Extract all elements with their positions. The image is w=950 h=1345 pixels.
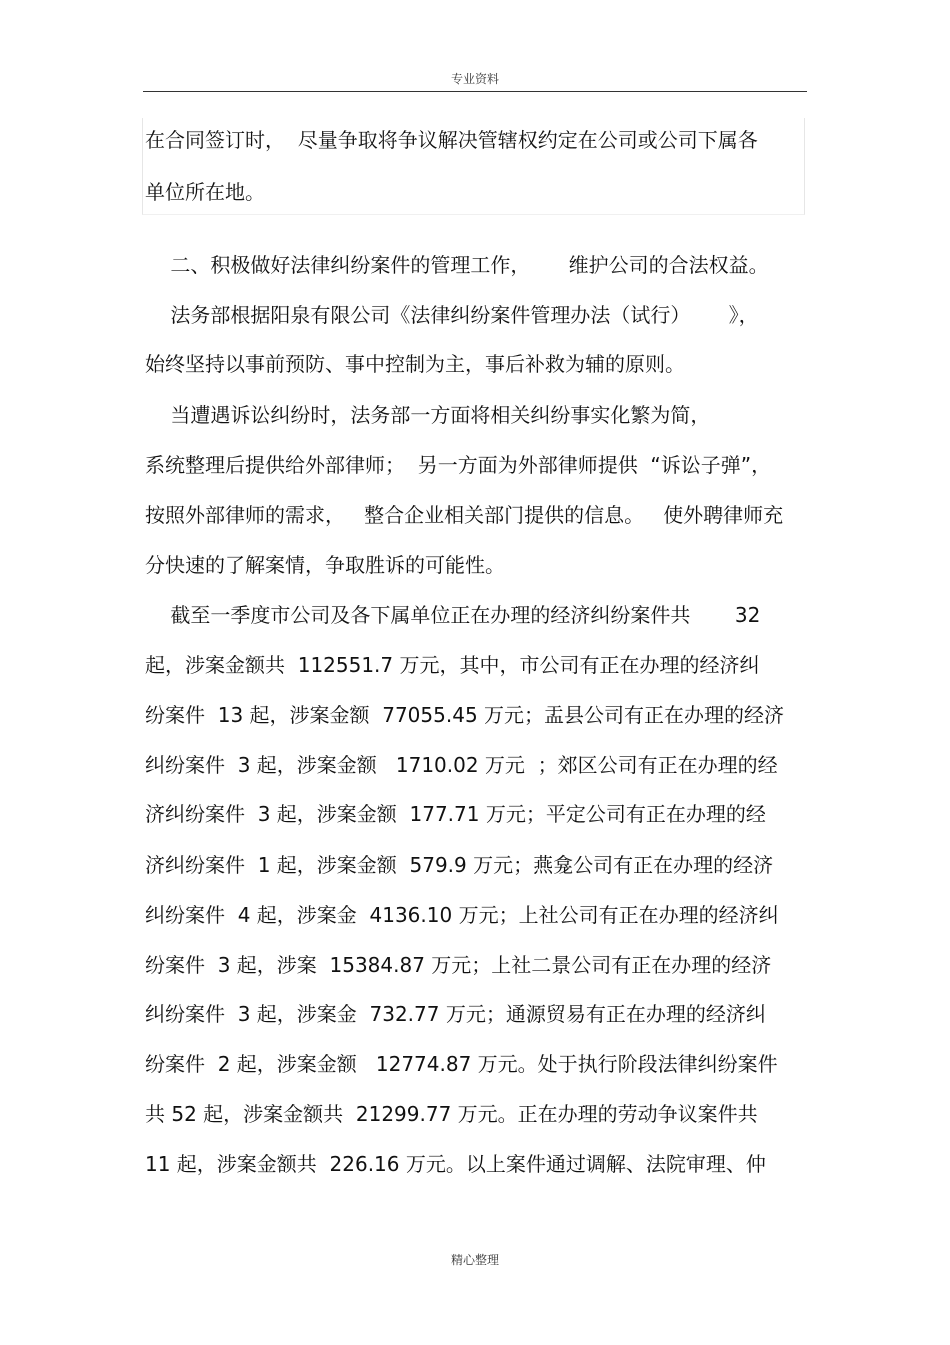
page-header: 专业资料 xyxy=(450,72,499,86)
text-line: 济纠纷案件 3 起，涉案金额 177.71 万元；平定公司有正在办理的经 xyxy=(145,802,766,826)
text-line: 始终坚持以事前预防、事中控制为主，事后补救为辅的原则。 xyxy=(145,352,685,376)
text-line: 共 52 起，涉案金额共 21299.77 万元。正在办理的劳动争议案件共 xyxy=(145,1102,758,1126)
text-line: 在合同签订时， 尽量争取将争议解决管辖权约定在公司或公司下属各 xyxy=(145,128,758,152)
section-heading: 二、积极做好法律纠纷案件的管理工作， 维护公司的合法权益。 xyxy=(145,253,769,277)
text-line: 当遭遇诉讼纠纷时，法务部一方面将相关纠纷事实化繁为简， xyxy=(145,403,711,427)
header-divider xyxy=(143,91,807,92)
text-line: 11 起，涉案金额共 226.16 万元。以上案件通过调解、法院审理、仲 xyxy=(145,1152,766,1176)
text-line: 法务部根据阳泉有限公司《法律纠纷案件管理办法（试行） 》， xyxy=(145,303,759,327)
text-line: 纷案件 3 起，涉案 15384.87 万元；上社二景公司有正在办理的经济 xyxy=(145,953,772,977)
text-line: 纷案件 2 起，涉案金额 12774.87 万元。处于执行阶段法律纠纷案件 xyxy=(145,1052,778,1076)
page-footer: 精心整理 xyxy=(450,1253,499,1267)
text-line: 济纠纷案件 1 起，涉案金额 579.9 万元；燕龛公司有正在办理的经济 xyxy=(145,853,774,877)
text-line: 系统整理后提供给外部律师； 另一方面为外部律师提供 “诉讼子弹”， xyxy=(145,453,772,477)
text-line: 纠纷案件 3 起，涉案金 732.77 万元；通源贸易有正在办理的经济纠 xyxy=(145,1002,766,1026)
text-line: 单位所在地。 xyxy=(145,180,265,204)
text-line: 起，涉案金额共 112551.7 万元，其中，市公司有正在办理的经济纠 xyxy=(145,653,760,677)
text-line: 截至一季度市公司及各下属单位正在办理的经济纠纷案件共 32 xyxy=(145,603,761,627)
text-line: 按照外部律师的需求， 整合企业相关部门提供的信息。 使外聘律师充 xyxy=(145,503,784,527)
text-line: 纠纷案件 4 起，涉案金 4136.10 万元；上社公司有正在办理的经济纠 xyxy=(145,903,779,927)
text-line: 纷案件 13 起，涉案金额 77055.45 万元；盂县公司有正在办理的经济 xyxy=(145,703,785,727)
text-line: 分快速的了解案情，争取胜诉的可能性。 xyxy=(145,553,505,577)
text-line: 纠纷案件 3 起，涉案金额 1710.02 万元 ；郊区公司有正在办理的经 xyxy=(145,753,778,777)
